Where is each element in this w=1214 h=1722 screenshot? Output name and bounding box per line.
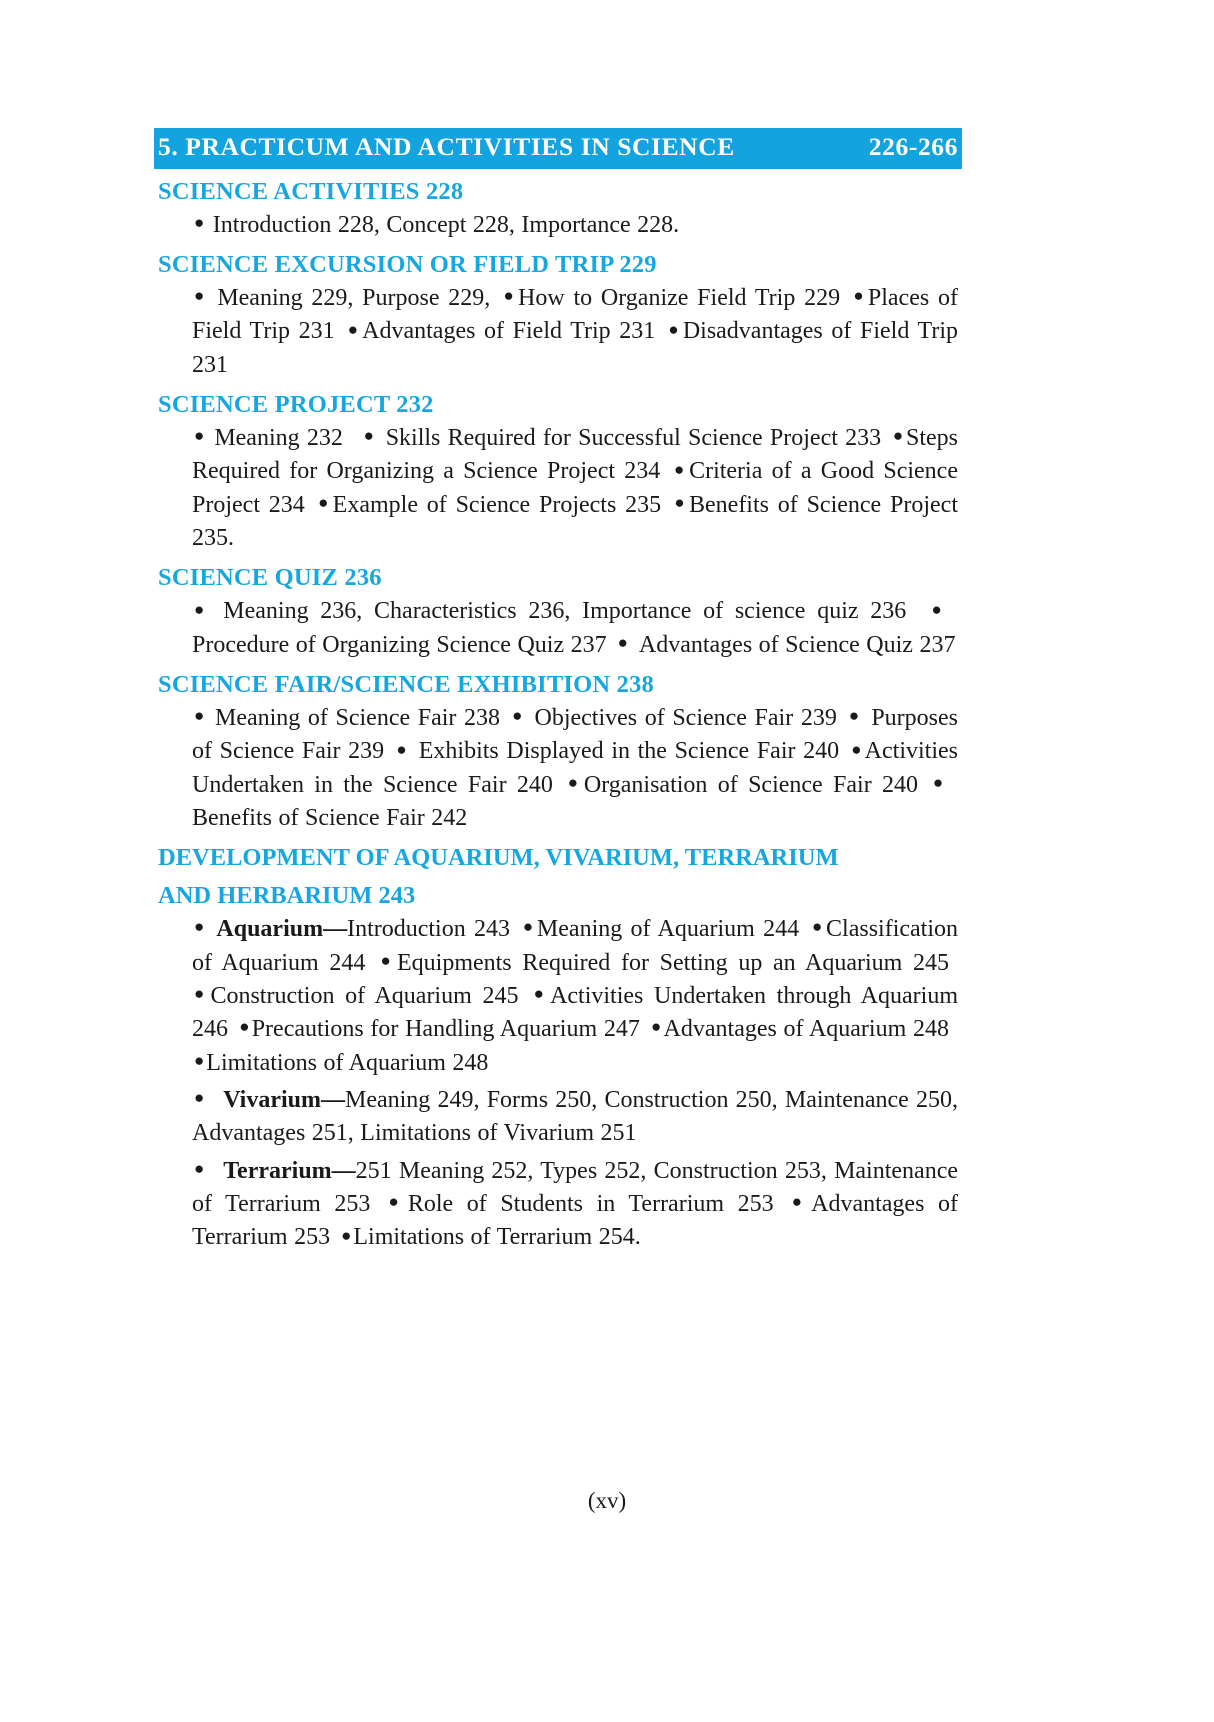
toc-entry-line [158,282,958,382]
entry-text: Limitations of Aquarium 248 [206,1049,489,1076]
bullet-icon: ● [666,319,681,339]
entry-text: Role of Students in Terrarium 253 [407,1191,774,1218]
entry-text: Advantages of Science Quiz 237 [638,631,956,658]
entry-text: How to Organize Field Trip 229 [518,284,841,311]
bullet-icon: ● [194,1088,205,1108]
bullet-icon: ● [501,286,517,306]
bullet-icon: ● [926,599,947,619]
entry-text: Introduction 228, Concept 228, Importance 228. [212,211,680,238]
entry-text: Procedure of Organizing Science Quiz 237 [192,631,607,658]
bullet-icon: ● [362,426,375,446]
bullet-icon: ● [194,286,207,306]
entry-text: Activities Undertaken in the Science Fair 240 [192,738,958,798]
bullet-icon: ● [529,984,549,1004]
section-heading-science-excursion: SCIENCE EXCURSION OR FIELD TRIP 229 [158,251,657,279]
bullet-icon: ● [194,1158,205,1178]
toc-entry-line [158,913,958,1080]
bullet-icon: ● [345,319,361,339]
entry-text: Advantages of Field Trip 231 [362,318,656,345]
entry-text: Criteria of a Good Science Project 234 [192,458,958,518]
entry-text: Example of Science Projects 235 [332,491,662,518]
entry-text: Benefits of Science Fair 242 [192,804,468,831]
bullet-icon: ● [194,917,207,937]
toc-entry-line [158,595,958,662]
bullet-icon: ● [617,632,628,652]
entry-text: Meaning 232 [214,424,343,451]
toc-entry-line [158,702,958,835]
entry-text: Objectives of Science Fair 239 [534,704,837,731]
entry-text: Advantages of Terrarium 253 [192,1191,958,1251]
bullet-icon: ● [239,1017,250,1037]
toc-entry-line [158,1084,958,1151]
entry-text: Purposes of Science Fair 239 [192,704,958,765]
bullet-icon: ● [376,950,395,970]
bullet-icon: ● [810,917,825,937]
entry-text: Exhibits Displayed in the Science Fair 240 [418,738,840,765]
toc-entry-line [158,422,958,555]
bullet-icon: ● [929,772,947,792]
bullet-icon: ● [395,739,408,759]
bullet-icon: ● [381,1192,406,1212]
bullet-icon: ● [851,286,866,306]
entry-text: Classification of Aquarium 244 [192,916,959,976]
entry-text: Equipments Required for Setting up an Aquarium 245 [396,949,949,976]
entry-text: Activities Undertaken through Aquarium 246 [192,982,958,1043]
group-term-terrarium: Terrarium— [223,1157,356,1184]
entry-text: Meaning of Science Fair 238 [214,704,500,731]
group-term-aquarium: Aquarium— [216,916,348,943]
entry-text: Limitations of Terrarium 254. [353,1224,641,1251]
bullet-icon: ● [194,212,205,232]
chapter-title-bar [154,128,962,169]
entry-text: Meaning 249, Forms 250, Construction 250, Maintenance 250, Advantages 251, Limitations of Vivarium 251 [192,1086,959,1147]
entry-text: Benefits of Science Project 235. [192,491,958,551]
bullet-icon: ● [341,1225,352,1245]
entry-text: Construction of Aquarium 245 [210,982,519,1009]
chapter-title: 5. PRACTICUM AND ACTIVITIES IN SCIENCE [158,132,735,161]
bullet-icon: ● [850,739,863,759]
toc-content [158,128,958,1259]
bullet-icon: ● [194,706,206,726]
bullet-icon: ● [521,917,535,937]
bullet-icon: ● [511,706,524,726]
entry-text: Advantages of Aquarium 248 [663,1016,949,1043]
toc-entry-line [158,209,958,242]
bullet-icon: ● [194,426,206,446]
chapter-page-range: 226-266 [868,132,958,161]
section-heading-development-line2: AND HERBARIUM 243 [158,882,416,910]
entry-text: Organisation of Science Fair 240 [583,771,919,798]
bullet-icon: ● [563,772,582,792]
entry-text: Steps Required for Organizing a Science Project 234 [192,424,958,485]
section-heading-development-line1: DEVELOPMENT OF AQUARIUM, VIVARIUM, TERRARIUM [158,844,839,872]
entry-text: Meaning 236, Characteristics 236, Importance of science quiz 236 [223,598,907,625]
entry-text: Skills Required for Successful Science Project 233 [385,424,882,451]
bullet-icon: ● [650,1017,662,1037]
bullet-icon: ● [315,492,331,512]
entry-text: Precautions for Handling Aquarium 247 [251,1016,640,1043]
entry-text: Places of Field Trip 231 [192,284,958,345]
bullet-icon: ● [784,1192,810,1212]
bullet-icon: ● [194,984,209,1004]
entry-text: Introduction 243 [347,916,511,943]
bullet-icon: ● [892,426,904,446]
section-heading-science-activities: SCIENCE ACTIVITIES 228 [158,177,464,205]
bullet-icon: ● [672,492,687,512]
section-heading-science-fair: SCIENCE FAIR/SCIENCE EXHIBITION 238 [158,670,654,698]
footer-page-number: (xv) [587,1488,627,1513]
entry-text: 251 Meaning 252, Types 252, Construction 253, Maintenance of Terrarium 253 [192,1157,959,1218]
entry-text: Meaning 229, Purpose 229, [217,284,491,311]
group-term-vivarium: Vivarium— [223,1086,345,1113]
toc-entry-line [158,1155,958,1255]
entry-text: Meaning of Aquarium 244 [536,916,800,943]
section-heading-science-quiz: SCIENCE QUIZ 236 [158,564,382,592]
bullet-icon: ● [194,1050,205,1070]
bullet-icon: ● [671,459,688,479]
section-heading-science-project: SCIENCE PROJECT 232 [158,391,434,419]
bullet-icon: ● [847,706,861,726]
entry-text: Disadvantages of Field Trip 231 [192,318,958,378]
bullet-icon: ● [194,599,210,619]
